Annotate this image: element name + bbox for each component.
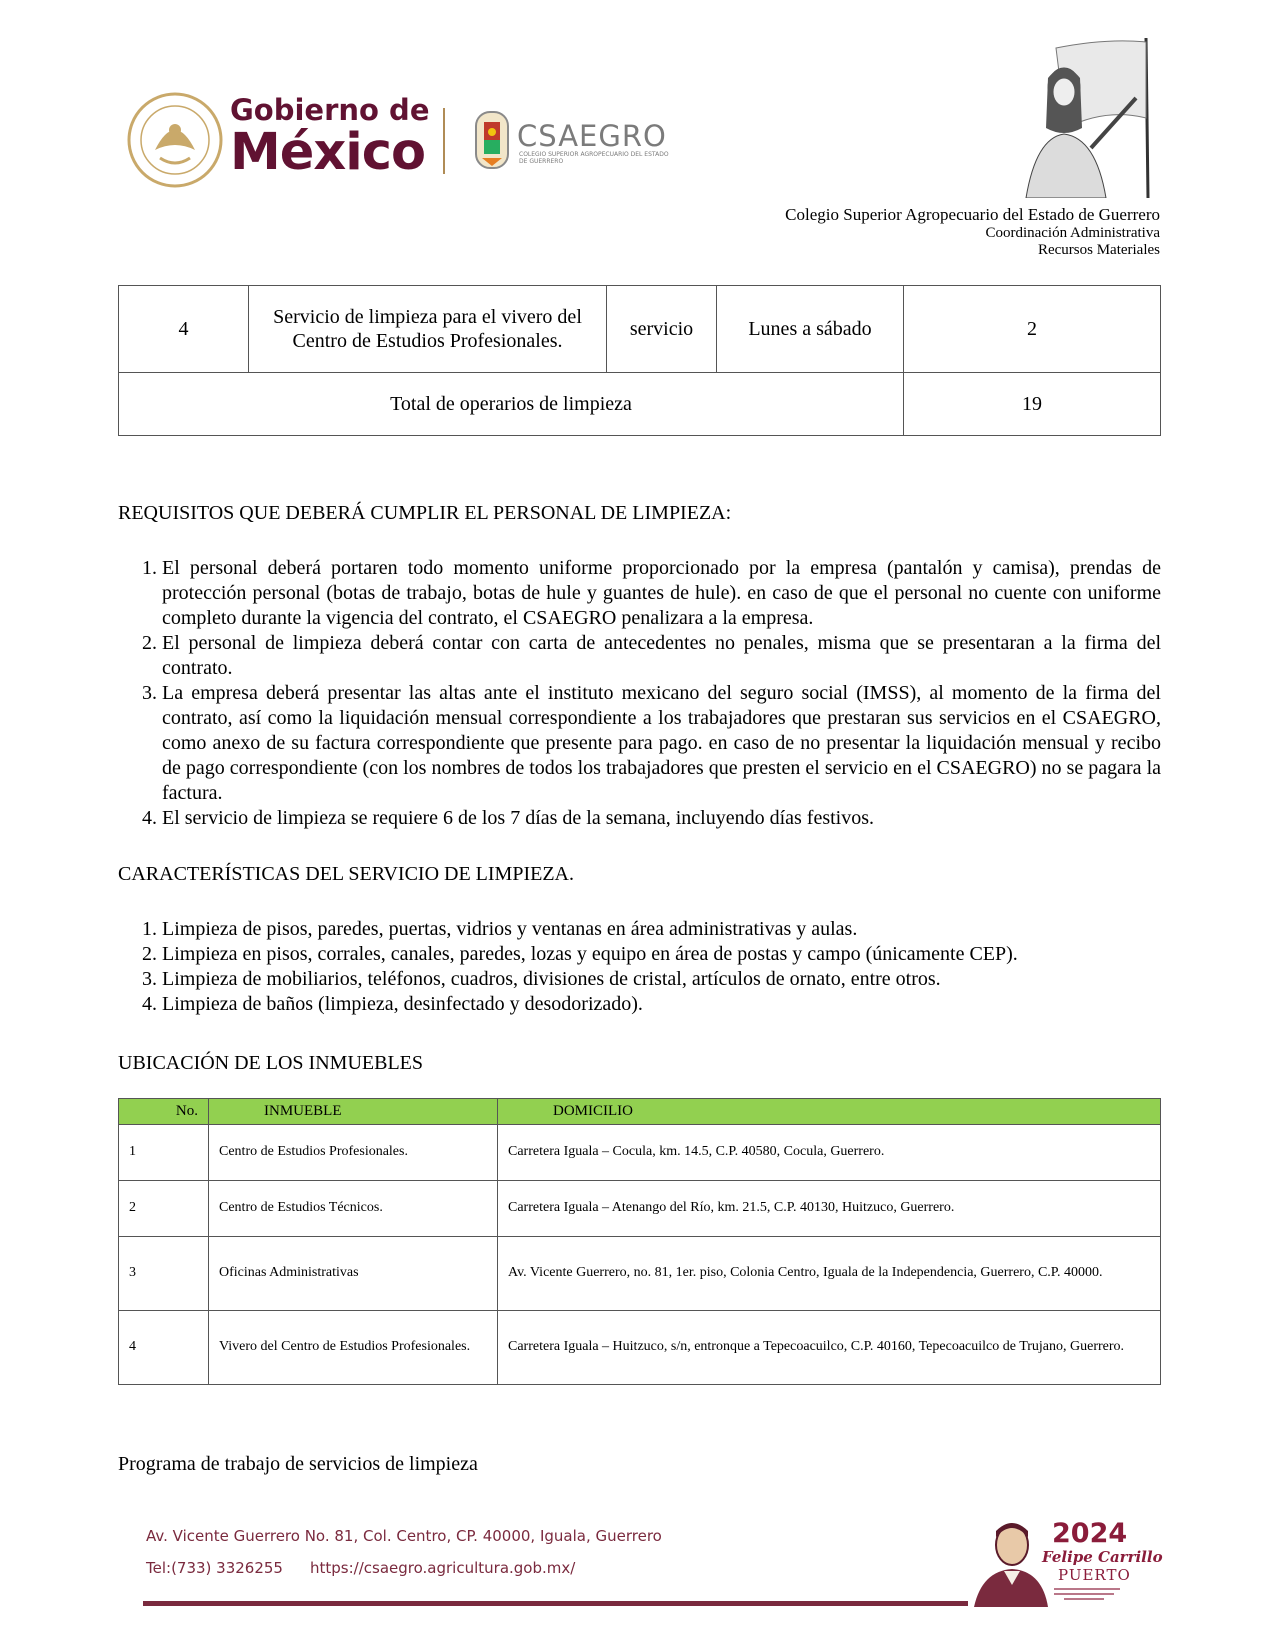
csaegro-name: CSAEGRO (517, 119, 667, 153)
table-row (119, 286, 1161, 373)
total-value: 19 (904, 373, 1161, 436)
list-item: 4. Limpieza de baños (limpieza, desinfectado y desodorizado). (162, 992, 1161, 1017)
location-name: Centro de Estudios Profesionales. (209, 1125, 498, 1181)
table-row (119, 1125, 1161, 1181)
flag-woman-illustration (996, 38, 1162, 198)
column-header-no: No. (119, 1099, 209, 1125)
table-row (119, 373, 1161, 436)
location-address: Carretera Iguala – Atenango del Río, km. 21.5, C.P. 40130, Huitzuco, Guerrero. (498, 1181, 1161, 1237)
csaegro-subtitle: COLEGIO SUPERIOR AGROPECUARIO DEL ESTADO DE GUERRERO (519, 151, 669, 165)
location-no: 4 (119, 1311, 209, 1385)
table-header-row (119, 1099, 1161, 1125)
service-schedule: Lunes a sábado (717, 286, 904, 373)
felipe-carrillo-portrait-icon (968, 1515, 1048, 1607)
logo-line-1: Gobierno de (230, 93, 430, 127)
mexico-seal-icon (125, 90, 225, 190)
footer-phone: Tel:(733) 3326255 (146, 1559, 283, 1577)
logo-divider (443, 108, 445, 174)
location-name: Vivero del Centro de Estudios Profesionales. (209, 1311, 498, 1385)
footer-tagline-graphic (1054, 1587, 1124, 1601)
list-item: 3. La empresa deberá presentar las altas ante el instituto mexicano del seguro social (IMSS), al momento de la firma del contrato, así como la liquidación mensual correspondiente a los trabajadores que prestaran sus servicios en el CSAEGRO, como anexo de su factura correspondiente que presente para pago. en caso de no presentar la liquidación mensual y recibo de pago correspondiente (con los nombres de todos los trabajadores que presten el servicio en el CSAEGRO) no se pagara la factura. (162, 681, 1161, 806)
location-address: Carretera Iguala – Huitzuco, s/n, entronque a Tepecoacuilco, C.P. 40160, Tepecoacuilco de Trujano, Guerrero. (498, 1311, 1161, 1385)
ubicacion-heading: UBICACIÓN DE LOS INMUEBLES (118, 1052, 423, 1074)
csaegro-emblem-icon (472, 108, 512, 172)
location-address: Av. Vicente Guerrero, no. 81, 1er. piso, Colonia Centro, Iguala de la Independencia, Guerrero, C.P. 40000. (498, 1237, 1161, 1311)
service-unit: servicio (607, 286, 717, 373)
org-department: Coordinación Administrativa (985, 224, 1160, 241)
footer-link[interactable]: https://csaegro.agricultura.gob.mx/ (310, 1559, 576, 1577)
caracteristicas-heading: CARACTERÍSTICAS DEL SERVICIO DE LIMPIEZA. (118, 863, 574, 885)
location-name: Centro de Estudios Técnicos. (209, 1181, 498, 1237)
table-row (119, 1237, 1161, 1311)
service-count: 2 (904, 286, 1161, 373)
service-description: Servicio de limpieza para el vivero del Centro de Estudios Profesionales. (249, 286, 607, 373)
footer-year: 2024 (1052, 1518, 1128, 1549)
org-area: Recursos Materiales (1037, 241, 1160, 258)
location-no: 3 (119, 1237, 209, 1311)
footer-divider (143, 1601, 968, 1606)
table-row (119, 1311, 1161, 1385)
programa-heading: Programa de trabajo de servicios de limpieza (118, 1453, 478, 1475)
services-table (118, 285, 1161, 436)
list-item: 2. Limpieza en pisos, corrales, canales, paredes, lozas y equipo en área de postas y campo (únicamente CEP). (162, 942, 1161, 967)
location-no: 2 (119, 1181, 209, 1237)
location-name: Oficinas Administrativas (209, 1237, 498, 1311)
list-item: 2. El personal de limpieza deberá contar con carta de antecedentes no penales, misma que se presentaran a la firma del contrato. (162, 631, 1161, 681)
gobierno-de-mexico-logo (230, 93, 430, 182)
column-header-domicilio: DOMICILIO (498, 1099, 1161, 1125)
column-header-inmueble: INMUEBLE (209, 1099, 498, 1125)
requisitos-list (118, 556, 1161, 831)
requisitos-heading: REQUISITOS QUE DEBERÁ CUMPLIR EL PERSONAL DE LIMPIEZA: (118, 502, 732, 524)
list-item: 1. Limpieza de pisos, paredes, puertas, vidrios y ventanas en área administrativas y aulas. (162, 917, 1161, 942)
list-item: 3. Limpieza de mobiliarios, teléfonos, cuadros, divisiones de cristal, artículos de ornato, entre otros. (162, 967, 1161, 992)
table-row (119, 1181, 1161, 1237)
caracteristicas-list (118, 917, 1161, 1017)
footer-address: Av. Vicente Guerrero No. 81, Col. Centro, CP. 40000, Iguala, Guerrero (146, 1527, 662, 1545)
location-no: 1 (119, 1125, 209, 1181)
list-item: 4. El servicio de limpieza se requiere 6 de los 7 días de la semana, incluyendo días festivos. (162, 806, 1161, 831)
logo-line-2: México (230, 123, 425, 182)
list-item: 1. El personal deberá portaren todo momento uniforme proporcionado por la empresa (pantalón y camisa), prendas de protección personal (botas de trabajo, botas de hule y guantes de hule). en caso de que el personal no cuente con uniforme completo durante la vigencia del contrato, el CSAEGRO penalizara a la empresa. (162, 556, 1161, 631)
org-info (785, 205, 1160, 259)
footer-name-2: PUERTO (1058, 1566, 1131, 1584)
total-label: Total de operarios de limpieza (119, 373, 904, 436)
service-no: 4 (119, 286, 249, 373)
org-name: Colegio Superior Agropecuario del Estado de Guerrero (785, 205, 1160, 224)
footer-name-1: Felipe Carrillo (1042, 1548, 1163, 1566)
location-address: Carretera Iguala – Cocula, km. 14.5, C.P. 40580, Cocula, Guerrero. (498, 1125, 1161, 1181)
locations-table (118, 1098, 1161, 1385)
